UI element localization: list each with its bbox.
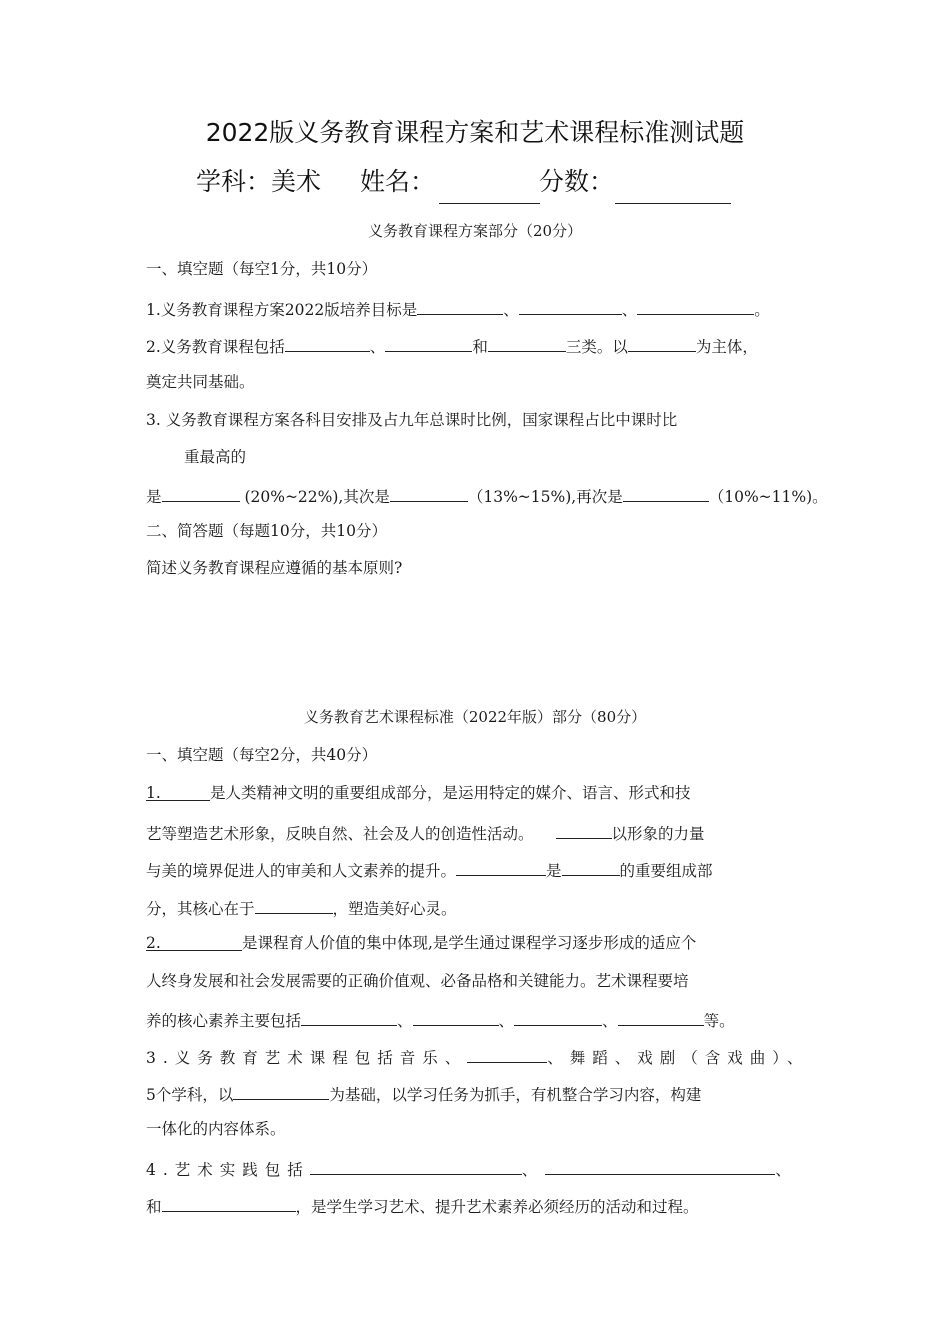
blank[interactable] [618, 1007, 704, 1026]
blank[interactable] [255, 895, 333, 914]
blank-numbered[interactable]: 1. [146, 782, 210, 801]
blank[interactable] [545, 1156, 775, 1175]
blank[interactable] [456, 857, 546, 876]
essay-question: 简述义务教育课程应遵循的基本原则? [146, 559, 403, 577]
p2-question-1-cont3: 分，其核心在于 ，塑造美好心灵。 [146, 895, 457, 920]
part1-heading: 义务教育课程方案部分（20分） [367, 222, 583, 240]
p2-question-1-cont: 艺等塑造艺术形象，反映自然、社会及人的创造性活动。 以形象的力量 [146, 820, 705, 845]
blank[interactable] [233, 1081, 329, 1100]
subject-label: 学科：美术 [196, 167, 322, 196]
blank[interactable] [310, 1156, 522, 1175]
p1-question-2: 2.义务教育课程包括 、 和 三类。以 为主体， [146, 333, 758, 358]
blank[interactable] [417, 296, 503, 315]
page-title: 2022版义务教育课程方案和艺术课程标准测试题 [205, 118, 745, 147]
blank[interactable] [385, 333, 472, 352]
p1-question-3-cont: 重最高的 [184, 448, 247, 466]
blank[interactable] [519, 296, 622, 315]
blank[interactable] [488, 333, 566, 352]
p2-question-1-cont2: 与美的境界促进人的审美和人文素养的提升。 是 的重要组成部 [146, 857, 713, 882]
p2-question-2-cont: 人终身发展和社会发展需要的正确价值观、必备品格和关键能力。艺术课程要培 [146, 972, 689, 990]
p2-question-1: 1. 是人类精神文明的重要组成部分，是运用特定的媒介、语言、形式和技 [146, 784, 691, 802]
p1-question-3-blanks: 是 (20%~22%),其次是 （13%~15%),再次是 （10%~11%)。 [146, 483, 828, 508]
blank[interactable] [162, 483, 240, 502]
blank[interactable] [514, 1007, 602, 1026]
blank[interactable] [467, 1044, 547, 1063]
score-field[interactable] [615, 203, 731, 204]
blank[interactable] [390, 483, 468, 502]
p2-question-4: 4.艺术实践包括 、 、 [146, 1156, 791, 1181]
blank[interactable] [562, 857, 620, 876]
name-field[interactable] [439, 203, 540, 204]
p2-question-2-cont2: 养的核心素养主要包括 、 、 、 等。 [146, 1007, 735, 1032]
blank[interactable] [413, 1007, 499, 1026]
p2-question-3-cont2: 一体化的内容体系。 [146, 1120, 286, 1138]
p2-question-2: 2. 是课程育人价值的集中体现,是学生通过课程学习逐步形成的适应个 [146, 934, 697, 952]
p2-question-4-cont: 和 ，是学生学习艺术、提升艺术素养必须经历的活动和过程。 [146, 1193, 699, 1218]
score-label: 分数： [539, 167, 615, 196]
name-label: 姓名： [360, 167, 436, 196]
part1-section1-title: 一、填空题（每空1分，共10分） [146, 260, 378, 278]
p2-question-3-cont: 5个学科，以 为基础，以学习任务为抓手，有机整合学习内容，构建 [146, 1081, 701, 1106]
p2-question-3: 3.义务教育艺术课程包括音乐、 、舞蹈、戏剧（含戏曲）、 [146, 1044, 810, 1069]
part2-heading: 义务教育艺术课程标准（2022年版）部分（80分） [303, 708, 647, 726]
blank[interactable] [637, 296, 754, 315]
blank[interactable] [628, 333, 696, 352]
p1-question-2-cont: 奠定共同基础。 [146, 373, 255, 391]
blank[interactable] [162, 1193, 296, 1212]
p1-question-3: 3. 义务教育课程方案各科目安排及占九年总课时比例，国家课程占比中课时比 [146, 411, 678, 429]
p1-question-1: 1.义务教育课程方案2022版培养目标是 、 、 。 [146, 296, 770, 321]
blank[interactable] [301, 1007, 397, 1026]
blank[interactable] [556, 820, 612, 839]
part2-section1-title: 一、填空题（每空2分，共40分） [146, 746, 378, 764]
part1-section2-title: 二、简答题（每题10分，共10分） [146, 522, 387, 540]
blank[interactable] [285, 333, 370, 352]
blank[interactable] [623, 483, 709, 502]
blank-numbered[interactable]: 2. [146, 932, 242, 951]
